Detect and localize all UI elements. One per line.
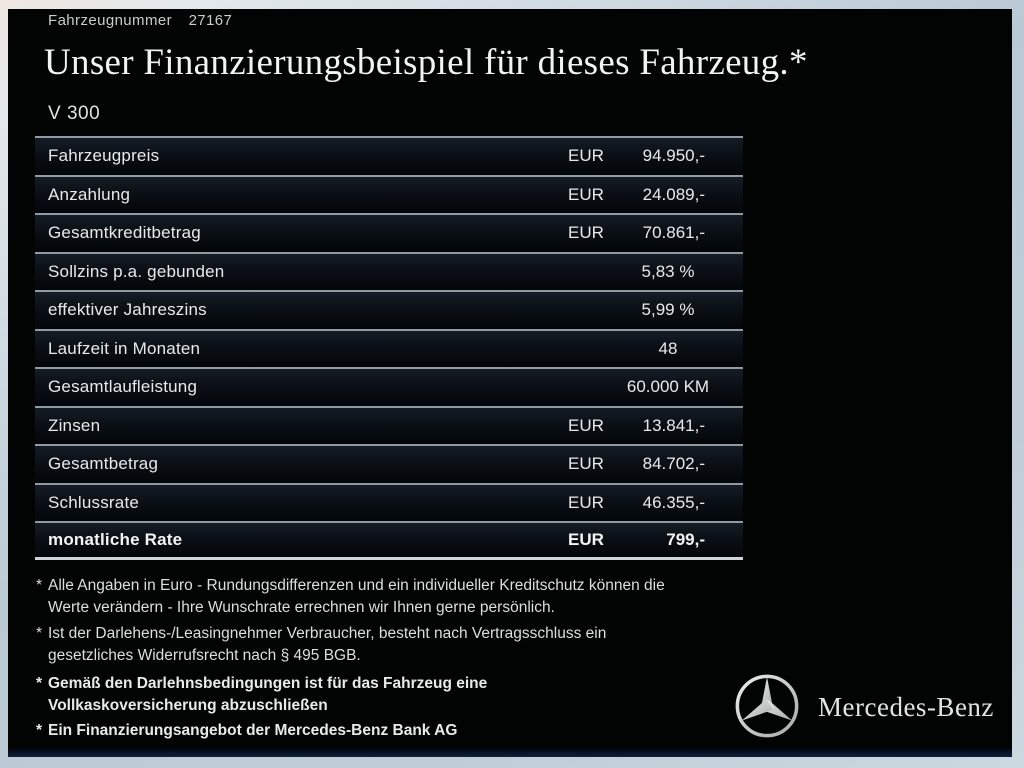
row-label: Anzahlung	[48, 184, 131, 204]
footnote-text	[48, 575, 665, 619]
row-value: 60.000 KM	[626, 377, 710, 397]
row-label: Gesamtkreditbetrag	[48, 223, 201, 243]
footnote-line: Vollkaskoversicherung abzuschließen	[48, 697, 328, 714]
table-row	[35, 406, 743, 445]
amount-value: 13.841,-	[642, 415, 705, 435]
row-label: Zinsen	[48, 415, 101, 435]
row-label: Schlussrate	[48, 492, 140, 512]
footnote-line: gesetzliches Widerrufsrecht nach § 495 BGB.	[48, 647, 361, 664]
footnote-line: Alle Angaben in Euro - Rundungsdifferenzen und ein individueller Kreditschutz können die	[48, 577, 665, 594]
currency-label: EUR	[568, 184, 604, 204]
row-value: 5,83 %	[641, 261, 695, 281]
footnote	[36, 673, 487, 717]
row-value	[568, 454, 705, 474]
row-label: monatliche Rate	[48, 529, 183, 549]
currency-label: EUR	[568, 223, 604, 243]
currency-label: EUR	[568, 415, 604, 435]
row-label: Gesamtlaufleistung	[48, 377, 198, 397]
page-title: Unser Finanzierungsbeispiel für dieses Fahrzeug.*	[44, 42, 808, 83]
vehicle-number-value: 27167	[188, 12, 233, 29]
row-label: Fahrzeugpreis	[48, 146, 160, 166]
row-value	[568, 416, 705, 436]
footnote-marker: *	[36, 675, 43, 692]
row-value	[568, 223, 705, 243]
table-row	[35, 444, 743, 483]
currency-label: EUR	[568, 529, 604, 549]
footnote	[36, 623, 606, 667]
table-row	[35, 367, 743, 406]
currency-label: EUR	[568, 146, 604, 166]
row-label: Gesamtbetrag	[48, 454, 159, 474]
row-label: Sollzins p.a. gebunden	[48, 261, 225, 281]
finance-sheet-panel	[8, 9, 1012, 757]
table-row	[35, 483, 743, 522]
table-row	[35, 329, 743, 368]
row-value	[568, 530, 705, 550]
amount-value: 94.950,-	[642, 146, 705, 166]
footnote	[36, 575, 665, 619]
table-row	[35, 175, 743, 214]
amount-value: 46.355,-	[642, 492, 705, 512]
footnote-line: Gemäß den Darlehnsbedingungen ist für das Fahrzeug eine	[48, 675, 488, 692]
footnote-marker: *	[36, 577, 43, 594]
footnote-marker: *	[36, 625, 43, 642]
vehicle-number	[48, 12, 232, 29]
amount-value: 24.089,-	[642, 184, 705, 204]
table-row	[35, 252, 743, 291]
brand-name: Mercedes-Benz	[818, 691, 994, 722]
row-value: 48	[658, 338, 678, 358]
row-label: effektiver Jahreszins	[48, 300, 207, 320]
table-row	[35, 521, 743, 560]
currency-label: EUR	[568, 492, 604, 512]
row-label: Laufzeit in Monaten	[48, 338, 201, 358]
footnote-line: Werte verändern - Ihre Wunschrate errechnen wir Ihnen gerne persönlich.	[48, 599, 555, 616]
footnote	[36, 720, 457, 742]
mercedes-star-icon	[732, 671, 802, 741]
table-row	[35, 213, 743, 252]
row-value: 5,99 %	[641, 300, 695, 320]
table-row	[35, 290, 743, 329]
finance-table	[35, 136, 743, 560]
vehicle-number-label: Fahrzeugnummer	[48, 12, 172, 29]
currency-label: EUR	[568, 454, 604, 474]
footnote-text	[48, 623, 606, 667]
row-value	[568, 185, 705, 205]
row-value	[568, 493, 705, 513]
footnote-text	[48, 720, 457, 742]
footnote-text	[48, 673, 487, 717]
amount-value: 70.861,-	[642, 223, 705, 243]
amount-value: 799,-	[666, 529, 705, 549]
table-row	[35, 136, 743, 175]
vehicle-model: V 300	[48, 103, 101, 124]
footnote-marker: *	[36, 722, 43, 739]
brand-area	[732, 671, 994, 741]
footnote-line: Ein Finanzierungsangebot der Mercedes-Benz Bank AG	[48, 722, 458, 739]
footnote-line: Ist der Darlehens-/Leasingnehmer Verbraucher, besteht nach Vertragsschluss ein	[48, 625, 607, 642]
amount-value: 84.702,-	[642, 454, 705, 474]
row-value	[568, 146, 705, 166]
